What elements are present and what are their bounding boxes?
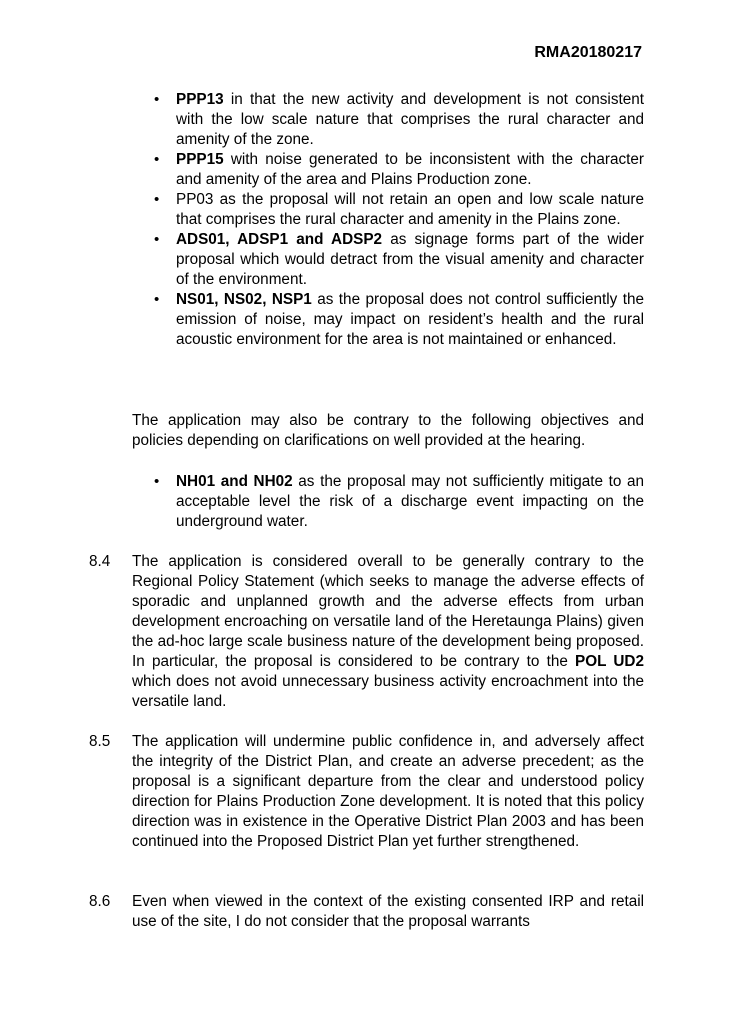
list-item [152, 290, 644, 350]
list-item [152, 230, 644, 290]
list-item-text: in that the new activity and development is not consistent with the low scale nature that comprises the rural character and amenity of the zone. [176, 91, 644, 148]
list-item-text: as the proposal may not sufficiently mitigate to an acceptable level the risk of a discharge event impacting on the underground water. [176, 473, 645, 530]
bullet-icon: • [154, 191, 160, 208]
section-number: 8.5 [89, 733, 111, 750]
list-item [152, 90, 644, 150]
intro-paragraph: The application may also be contrary to the following objectives and policies depending on clarifications on well provided at the hearing. [132, 412, 644, 449]
section-number: 8.4 [89, 553, 111, 570]
list-item [152, 472, 644, 532]
policy-code: NS01, NS02, NSP1 [176, 291, 312, 308]
policy-code: PPP15 [176, 151, 224, 168]
bullet-icon: • [154, 473, 160, 490]
section-paragraph [132, 892, 644, 932]
objectives-list [152, 90, 644, 350]
list-item-text: as the proposal does not control sufficiently the emission of noise, may impact on resident’s health and the rural acoustic environment for the area is not maintained or enhanced. [176, 291, 644, 348]
objectives-list-secondary [152, 472, 644, 532]
policy-code: ADS01, ADSP1 and ADSP2 [176, 231, 383, 248]
list-item [152, 190, 644, 230]
bullet-icon: • [154, 231, 160, 248]
list-item-text: with noise generated to be inconsistent with the character and amenity of the area and Plains Production zone. [176, 151, 644, 188]
section-paragraph [132, 732, 644, 852]
list-item [152, 150, 644, 190]
section-paragraph [132, 552, 644, 712]
policy-code: POL UD2 [575, 653, 644, 670]
policy-code: PPP13 [176, 91, 224, 108]
section-number: 8.6 [89, 893, 111, 910]
paragraph-text: The application is considered overall to be generally contrary to the Regional Policy Statement (which seeks to manage the adverse effects of sporadic and unplanned growth and the adverse effects from urban development encroaching on versatile land of the Heretaunga Plains) given the ad-hoc large scale business nature of the development being proposed. In particular, the proposal is considered to be contrary to the [132, 553, 644, 670]
document-reference: RMA20180217 [534, 44, 642, 61]
list-item-text: as signage forms part of the wider proposal which would detract from the visual amenity and character of the environment. [176, 231, 645, 288]
paragraph-text: The application will undermine public confidence in, and adversely affect the integrity of the District Plan, and create an adverse precedent; as the proposal is a significant departure from the clear and understood policy direction for Plains Production Zone development. It is noted that this policy direction was in existence in the Operative District Plan 2003 and has been continued into the Proposed District Plan yet further strengthened. [132, 733, 644, 850]
bullet-icon: • [154, 91, 160, 108]
bullet-icon: • [154, 151, 160, 168]
paragraph-text: which does not avoid unnecessary business activity encroachment into the versatile land. [132, 673, 644, 710]
paragraph-text: Even when viewed in the context of the existing consented IRP and retail use of the site, I do not consider that the proposal warrants [132, 893, 644, 930]
policy-code: NH01 and NH02 [176, 473, 293, 490]
list-item-text: PP03 as the proposal will not retain an open and low scale nature that comprises the rural character and amenity in the Plains zone. [176, 191, 644, 228]
bullet-icon: • [154, 291, 160, 308]
